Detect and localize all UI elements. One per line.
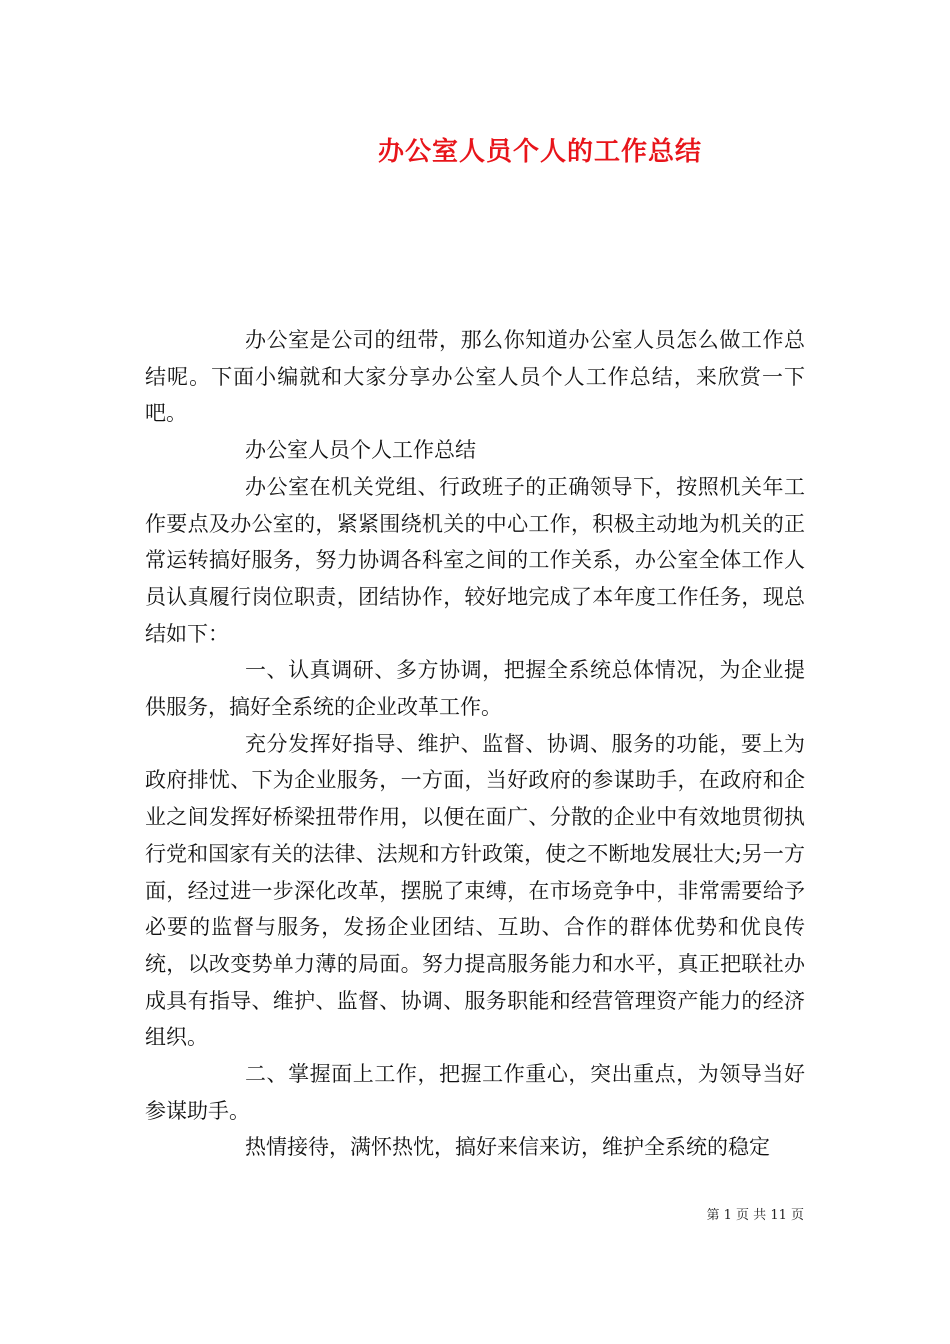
document-body	[145, 322, 805, 1166]
paragraph-subtitle: 办公室人员个人工作总结	[245, 438, 476, 463]
page-number: 第 1 页 共 11 页	[706, 1208, 804, 1223]
document-title: 办公室人员个人的工作总结	[377, 137, 702, 167]
paragraph-section-2-body: 热情接待，满怀热忱，搞好来信来访，维护全系统的稳定	[245, 1135, 770, 1160]
paragraph-intro: 办公室是公司的纽带，那么你知道办公室人员怎么做工作总结呢。下面小编就和大家分享办公室人员个人工作总结，来欣赏一下吧。	[145, 328, 805, 426]
paragraph-section-2-heading: 二、掌握面上工作，把握工作重心，突出重点，为领导当好参谋助手。	[145, 1062, 805, 1123]
paragraph-section-1-body: 充分发挥好指导、维护、监督、协调、服务的功能，要上为政府排忧、下为企业服务，一方面，当好政府的参谋助手，在政府和企业之间发挥好桥梁扭带作用，以便在面广、分散的企业中有效地贯彻执行党和国家有关的法律、法规和方针政策，使之不断地发展壮大;另一方面，经过进一步深化改革，摆脱了束缚，在市场竞争中，非常需要给予必要的监督与服务，发扬企业团结、互助、合作的群体优势和优良传统，以改变势单力薄的局面。努力提高服务能力和水平，真正把联社办成具有指导、维护、监督、协调、服务职能和经营管理资产能力的经济组织。	[145, 731, 805, 1050]
paragraph-overview: 办公室在机关党组、行政班子的正确领导下，按照机关年工作要点及办公室的，紧紧围绕机关的中心工作，积极主动地为机关的正常运转搞好服务，努力协调各科室之间的工作关系，办公室全体工作人员认真履行岗位职责，团结协作，较好地完成了本年度工作任务，现总结如下：	[145, 474, 805, 646]
paragraph-section-1-heading: 一、认真调研、多方协调，把握全系统总体情况，为企业提供服务，搞好全系统的企业改革工作。	[145, 658, 805, 720]
